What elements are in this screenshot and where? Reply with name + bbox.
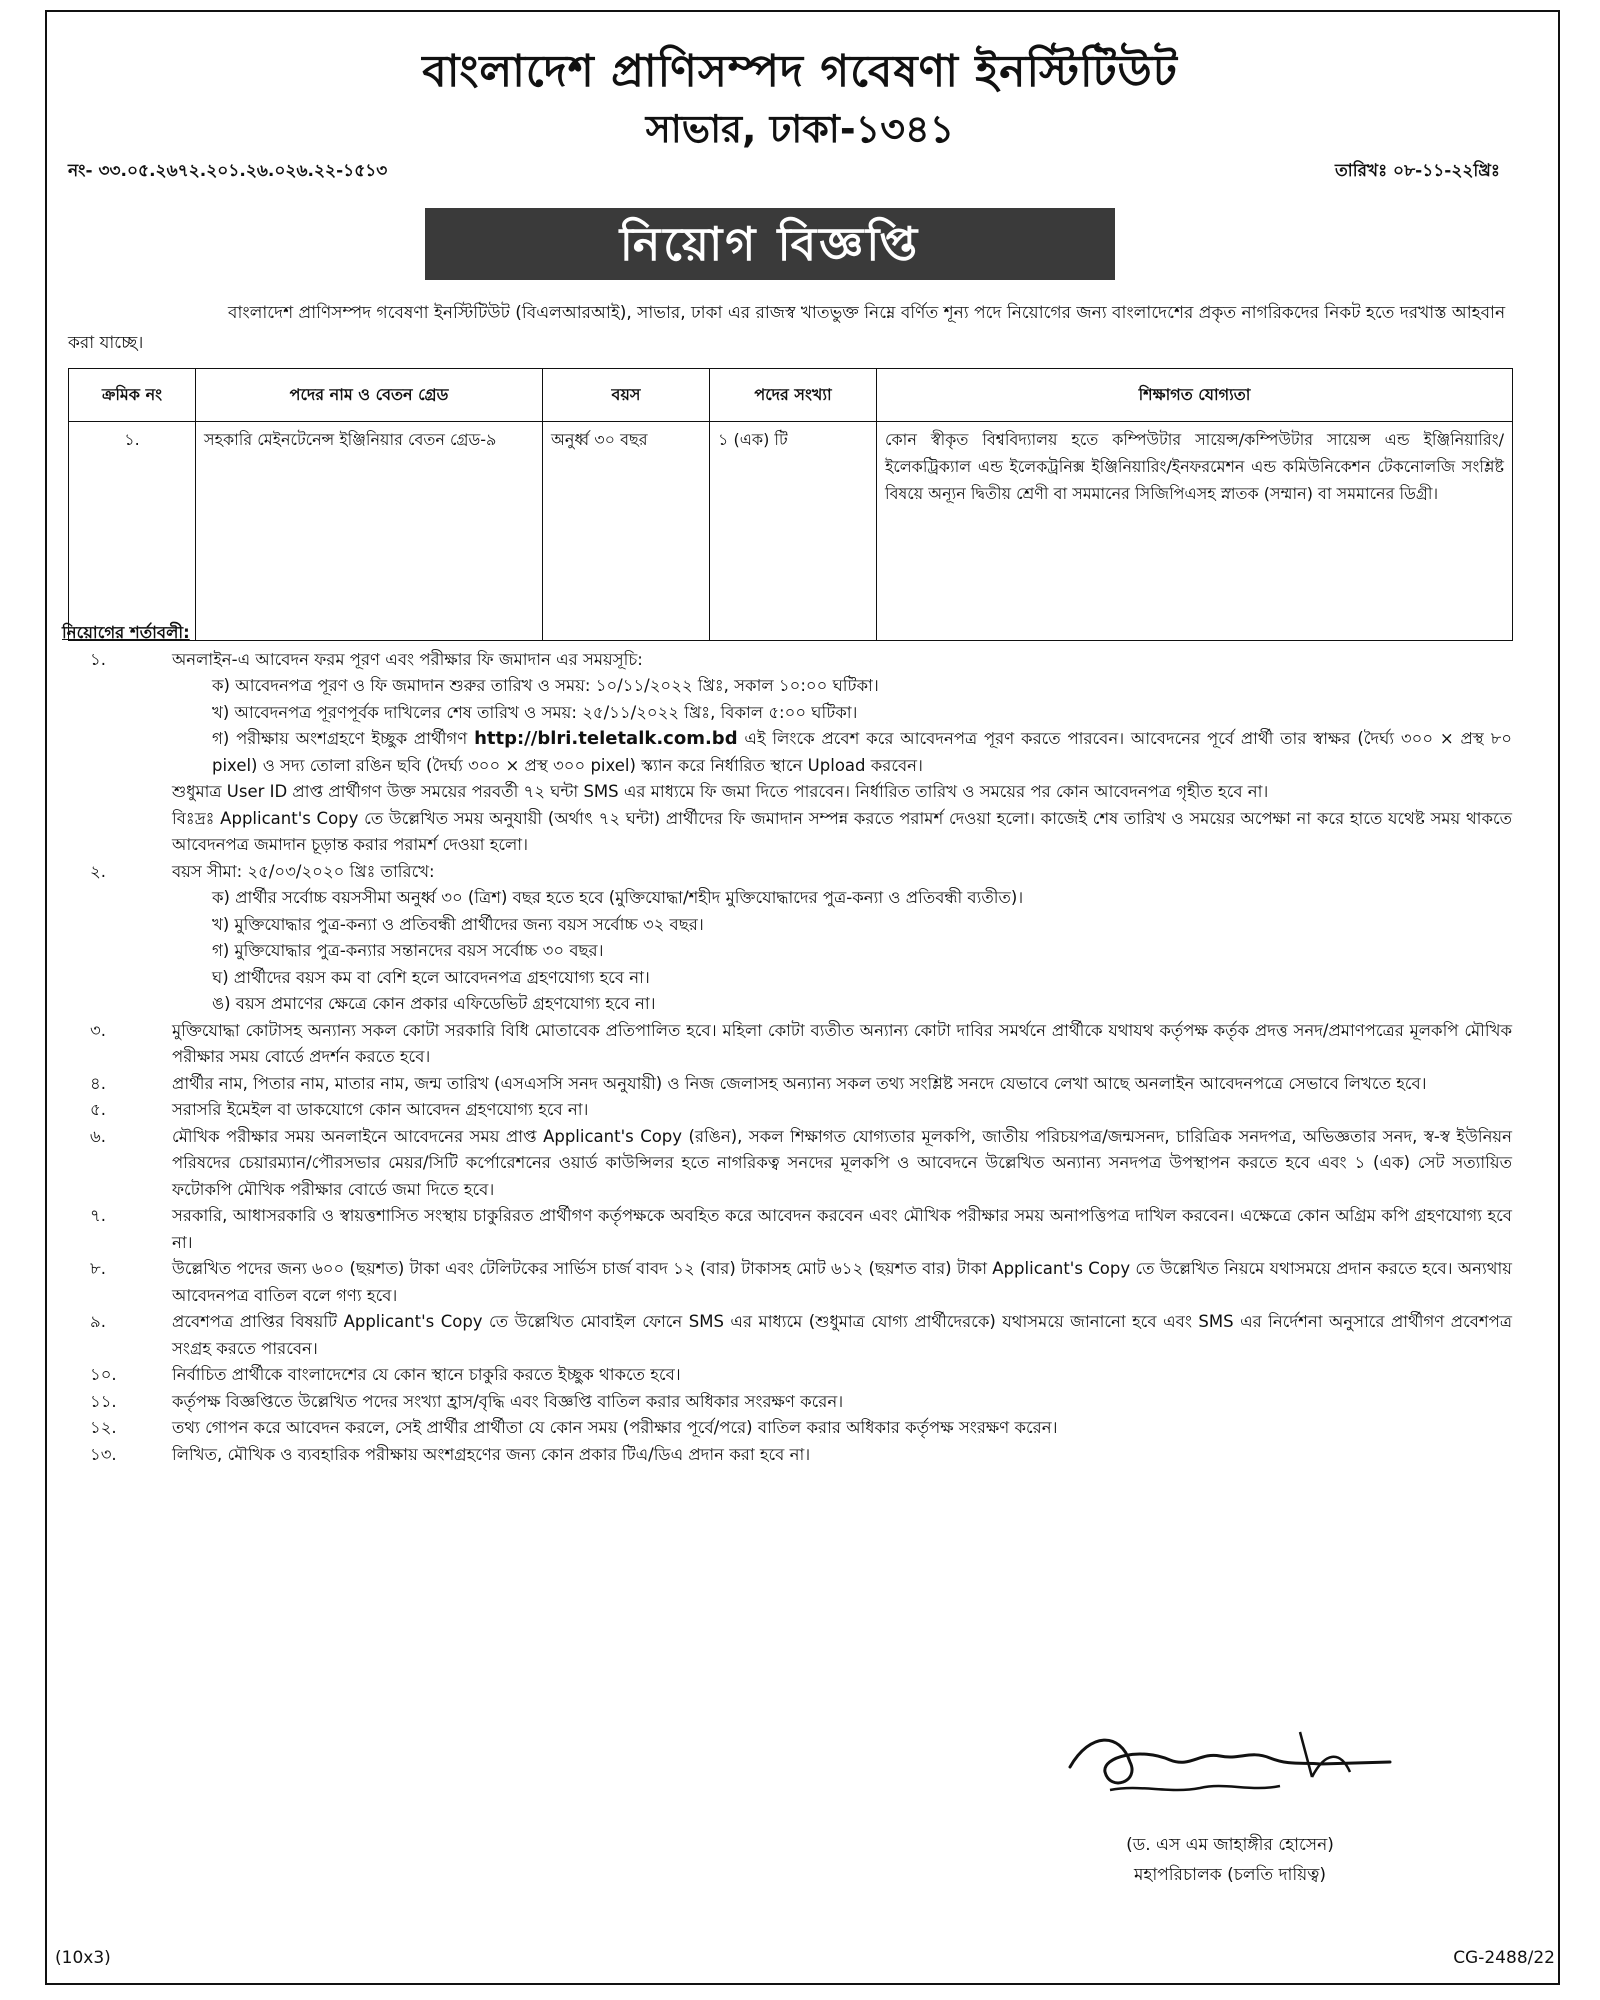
terms-heading: নিয়োগের শর্তাবলী: [62, 623, 190, 642]
term-number: ৭. [90, 1206, 106, 1225]
term-subitem: ক) প্রার্থীর সর্বোচ্চ বয়সসীমা অনুর্ধ্ব ৩০ (ত্রিশ) বছর হতে হবে (মুক্তিযোদ্ধা/শহীদ মুক্তিযোদ্ধাদের পুত্র-কন্যা ও প্রতিবন্ধী ব্যতীত)। [212, 888, 1024, 907]
table-header-row [69, 369, 1513, 422]
term-number: ২. [90, 861, 106, 881]
memo-number: নং- ৩৩.০৫.২৬৭২.২০১.২৬.০২৬.২২-১৫১৩ [68, 161, 388, 181]
term-number: ৪. [90, 1073, 106, 1093]
signature-image [1050, 1722, 1410, 1814]
col-header-qualification: শিক্ষাগত যোগ্যতা [877, 369, 1513, 422]
term-text: তথ্য গোপন করে আবেদন করলে, সেই প্রার্থীর প্রার্থীতা যে কোন সময় (পরীক্ষার পূর্বে/পরে) বাতিল করার অধিকার কর্তৃপক্ষ সংরক্ষণ করেন। [172, 1418, 1058, 1437]
term-text: নির্বাচিত প্রার্থীকে বাংলাদেশের যে কোন স্থানে চাকুরি করতে ইচ্ছুক থাকতে হবে। [172, 1365, 681, 1384]
term-text: সরকারি, আধাসরকারি ও স্বায়ত্তশাসিত সংস্থায় চাকুরিরত প্রার্থীগণ কর্তৃপক্ষকে অবহিত করে আবেদন করবেন এবং মৌখিক পরীক্ষার সময় অনাপত্তিপত্র দাখিল করবেন। এক্ষেত্রে কোন অগ্রিম কপি গ্রহণযোগ্য হবে না। [172, 1206, 1512, 1252]
cell-serial: ১. [69, 422, 196, 641]
term-item [62, 1097, 1512, 1124]
term-text: অনলাইন-এ আবেদন ফরম পূরণ এবং পরীক্ষার ফি জমাদান এর সময়সূচি: [172, 649, 643, 669]
term-item [62, 1256, 1512, 1309]
term-paragraph: শুধুমাত্র User ID প্রাপ্ত প্রার্থীগণ উক্ত সময়ের পরবর্তী ৭২ ঘন্টা SMS এর মাধ্যমে ফি জমা দিতে পারবেন। নির্ধারিত তারিখ ও সময়ের পর কোন আবেদনপত্র গৃহীত হবে না। [172, 782, 1269, 801]
term-paragraph: বিঃদ্রঃ Applicant's Copy তে উল্লেখিত সময় অনুযায়ী (অর্থাৎ ৭২ ঘন্টা) প্রার্থীদের ফি জমাদান সম্পন্ন করতে পরামর্শ দেওয়া হলো। কাজেই শেষ তারিখ ও সময়ের অপেক্ষা না করে হাতে যথেষ্ট সময় থাকতে আবেদনপত্র জমাদান চূড়ান্ত করার পরামর্শ দেওয়া হলো। [172, 808, 1512, 854]
term-item [62, 859, 1512, 1018]
col-header-post: পদের নাম ও বেতন গ্রেড [196, 369, 543, 422]
term-text: প্রার্থীর নাম, পিতার নাম, মাতার নাম, জন্ম তারিখ (এসএসসি সনদ অনুযায়ী) ও নিজ জেলাসহ অন্যান্য সকল তথ্য সংশ্লিষ্ট সনদে যেভাবে লেখা আছে অনলাইন আবেদনপত্রে সেভাবে লিখতে হবে। [172, 1073, 1427, 1093]
term-subitem: ঙ) বয়স প্রমাণের ক্ষেত্রে কোন প্রকার এফিডেভিট গ্রহণযোগ্য হবে না। [212, 994, 656, 1013]
term-number: ১. [90, 649, 106, 669]
term-number: ১১. [90, 1391, 117, 1411]
ad-size-code: (10x3) [55, 1948, 111, 1968]
term-number: ১৩. [90, 1444, 117, 1464]
term-number: ১২. [90, 1418, 117, 1437]
term-subitem: ঘ) প্রার্থীদের বয়স কম বা বেশি হলে আবেদনপত্র গ্রহণযোগ্য হবে না। [212, 967, 650, 987]
term-item [62, 1362, 1512, 1389]
intro-paragraph: বাংলাদেশ প্রাণিসম্পদ গবেষণা ইনস্টিটিউট (বিএলআরআই), সাভার, ঢাকা এর রাজস্ব খাতভুক্ত নিম্নে বর্ণিত শূন্য পদে নিয়োগের জন্য বাংলাদেশের প্রকৃত নাগরিকদের নিকট হতে দরখাস্ত আহবান করা যাচ্ছে। [68, 303, 1506, 353]
term-subitem: গ) মুক্তিযোদ্ধার পুত্র-কন্যার সন্তানদের বয়স সর্বোচ্চ ৩০ বছর। [212, 941, 604, 960]
term-text: প্রবেশপত্র প্রাপ্তির বিষয়টি Applicant's Copy তে উল্লেখিত মোবাইল ফোনে SMS এর মাধ্যমে (শুধুমাত্র যোগ্য প্রার্থীদেরকে) যথাসময়ে জানানো হবে এবং SMS এর নির্দেশনা অনুসারে প্রার্থীগণ প্রবেশপত্র সংগ্রহ করতে পারবেন। [172, 1312, 1512, 1358]
term-item [62, 1309, 1512, 1362]
term-item [62, 1018, 1512, 1071]
term-number: ৬. [90, 1126, 106, 1146]
term-item [62, 1389, 1512, 1416]
term-text: মুক্তিযোদ্ধা কোটাসহ অন্যান্য সকল কোটা সরকারি বিধি মোতাবেক প্রতিপালিত হবে। মহিলা কোটা ব্যতীত অন্যান্য কোটা দাবির সমর্থনে প্রার্থীকে যথাযথ কর্তৃপক্ষ কর্তৃক প্রদত্ত সনদ/প্রমাণপত্রের মূলকপি মৌখিক পরীক্ষার সময় বোর্ডে প্রদর্শন করতে হবে। [172, 1020, 1512, 1066]
table-row [69, 422, 1513, 641]
organization-address: সাভার, ঢাকা-১৩৪১ [645, 107, 955, 151]
vacancy-table [68, 368, 1513, 641]
term-subitem-text: এই লিংকে প্রবেশ করে আবেদনপত্র পূরণ করতে পারবেন। আবেদনের পূর্বে প্রার্থী তার স্বাক্ষর (দৈর্ঘ্য ৩০০ × প্রস্থ ৮০ pixel) ও সদ্য তোলা রঙিন ছবি (দৈর্ঘ্য ৩০০ × প্রস্থ ৩০০ pixel) স্ক্যান করে নির্ধারিত স্থানে Upload করবেন। [212, 729, 1513, 775]
term-item [62, 647, 1512, 859]
term-subitem-text: গ) পরীক্ষায় অংশগ্রহণে ইচ্ছুক প্রার্থীগণ [212, 729, 468, 748]
term-text: লিখিত, মৌখিক ও ব্যবহারিক পরীক্ষায় অংশগ্রহণের জন্য কোন প্রকার টিএ/ডিএ প্রদান করা হবে না। [172, 1444, 811, 1464]
signatory-title: মহাপরিচালক (চলতি দায়িত্ব) [1133, 1865, 1327, 1885]
notice-banner: নিয়োগ বিজ্ঞপ্তি [425, 208, 1115, 280]
term-text: উল্লেখিত পদের জন্য ৬০০ (ছয়শত) টাকা এবং টেলিটকের সার্ভিস চার্জ বাবদ ১২ (বার) টাকাসহ মোট ৬১২ (ছয়শত বার) টাকা Applicant's Copy তে উল্লেখিত নিয়মে যথাসময়ে প্রদান করতে হবে। অন্যথায় আবেদনপত্র বাতিল বলে গণ্য হবে। [172, 1259, 1512, 1305]
cell-post: সহকারি মেইনটেনেন্স ইঞ্জিনিয়ার বেতন গ্রেড-৯ [196, 422, 543, 641]
term-item [62, 1415, 1512, 1442]
term-text: মৌখিক পরীক্ষার সময় অনলাইনে আবেদনের সময় প্রাপ্ত Applicant's Copy (রঙিন), সকল শিক্ষাগত যোগ্যতার মূলকপি, জাতীয় পরিচয়পত্র/জন্মসনদ, চারিত্রিক সনদপত্র, অভিজ্ঞতার সনদ, স্ব-স্ব ইউনিয়ন পরিষদের চেয়ারম্যান/পৌরসভার মেয়র/সিটি কর্পোরেশনের ওয়ার্ড কাউন্সিলর হতে নাগরিকত্ব সনদের মূলকপি ও আবেদনে উল্লেখিত অন্যান্য সনদপত্র উপস্থাপন করতে হবে এবং ১ (এক) সেট সত্যায়িত ফটোকপি মৌখিক পরীক্ষার বোর্ডে জমা দিতে হবে। [172, 1126, 1512, 1199]
organization-name: বাংলাদেশ প্রাণিসম্পদ গবেষণা ইনস্টিটিউট [422, 46, 1178, 97]
term-number: ৯. [90, 1312, 106, 1331]
application-url-link[interactable]: http://blri.teletalk.com.bd [474, 728, 738, 749]
cell-age: অনুর্ধ্ব ৩০ বছর [543, 422, 710, 641]
term-item [62, 1442, 1512, 1469]
cell-count: ১ (এক) টি [710, 422, 877, 641]
term-number: ৮. [90, 1259, 106, 1278]
terms-section [62, 620, 1512, 1468]
term-text: কর্তৃপক্ষ বিজ্ঞপ্তিতে উল্লেখিত পদের সংখ্যা হ্রাস/বৃদ্ধি এবং বিজ্ঞপ্তি বাতিল করার অধিকার সংরক্ষণ করেন। [172, 1391, 844, 1411]
term-item [62, 1203, 1512, 1256]
col-header-age: বয়স [543, 369, 710, 422]
term-subitem: ক) আবেদনপত্র পূরণ ও ফি জমাদান শুরুর তারিখ ও সময়: ১০/১১/২০২২ খ্রিঃ, সকাল ১০:০০ ঘটিকা। [212, 676, 879, 695]
ad-reference-code: CG-2488/22 [1453, 1948, 1555, 1968]
term-item [62, 1124, 1512, 1204]
col-header-serial: ক্রমিক নং [69, 369, 196, 422]
notice-date: তারিখঃ ০৮-১১-২২খ্রিঃ [1335, 161, 1500, 181]
term-number: ৩. [90, 1020, 106, 1040]
term-text: সরাসরি ইমেইল বা ডাকযোগে কোন আবেদন গ্রহণযোগ্য হবে না। [172, 1100, 589, 1119]
term-number: ১০. [90, 1365, 117, 1384]
term-subitem: খ) আবেদনপত্র পূরণপূর্বক দাখিলের শেষ তারিখ ও সময়: ২৫/১১/২০২২ খ্রিঃ, বিকাল ৫:০০ ঘটিকা। [212, 702, 858, 722]
term-subitem [172, 726, 1512, 779]
term-item [62, 1071, 1512, 1098]
col-header-count: পদের সংখ্যা [710, 369, 877, 422]
term-number: ৫. [90, 1100, 106, 1119]
cell-qualification: কোন স্বীকৃত বিশ্ববিদ্যালয় হতে কম্পিউটার সায়েন্স/কম্পিউটার সায়েন্স এন্ড ইঞ্জিনিয়ারিং/ইলেকট্রিক্যাল এন্ড ইলেকট্রনিক্স ইঞ্জিনিয়ারিং/ইনফরমেশন এন্ড কমিউনিকেশন টেকনোলজি সংশ্লিষ্ট বিষয়ে অন্যূন দ্বিতীয় শ্রেণী বা সমমানের সিজিপিএসহ স্নাতক (সম্মান) বা সমমানের ডিগ্রী। [877, 422, 1513, 641]
term-text: বয়স সীমা: ২৫/০৩/২০২০ খ্রিঃ তারিখে: [172, 861, 435, 881]
term-subitem: খ) মুক্তিযোদ্ধার পুত্র-কন্যা ও প্রতিবন্ধী প্রার্থীদের জন্য বয়স সর্বোচ্চ ৩২ বছর। [212, 914, 704, 934]
signatory-name: (ড. এস এম জাহাঙ্গীর হোসেন) [1126, 1835, 1334, 1855]
